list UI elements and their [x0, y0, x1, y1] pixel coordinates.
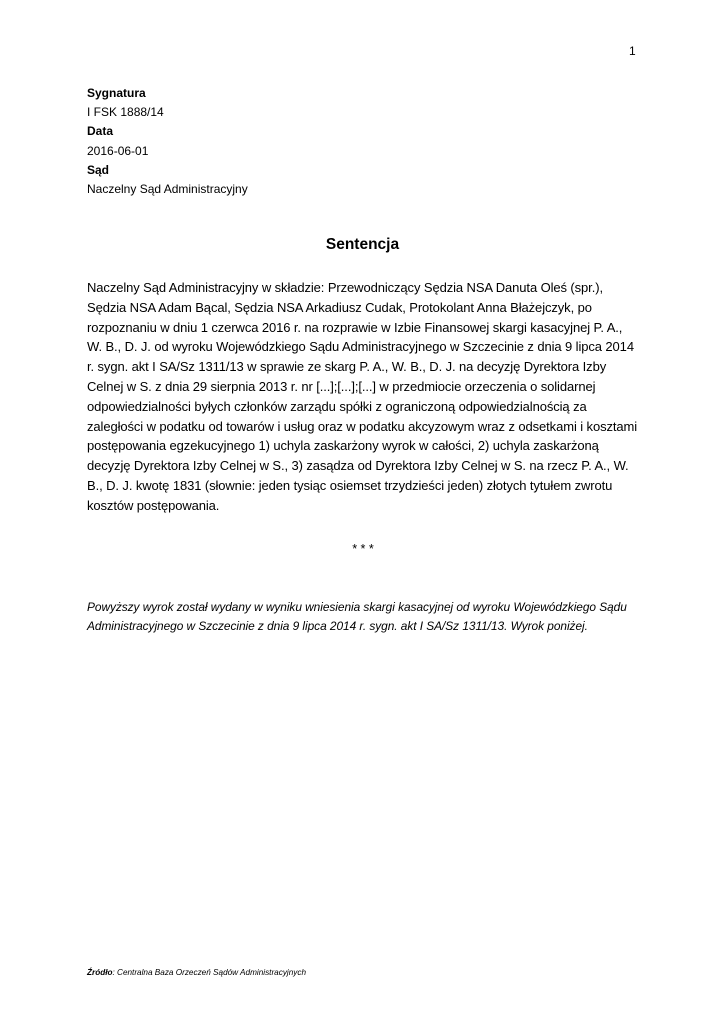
source-footer	[87, 968, 306, 977]
page-number: 1	[629, 44, 636, 58]
source-separator: :	[112, 968, 118, 977]
section-title: Sentencja	[325, 236, 400, 253]
date-label: Data	[87, 124, 114, 139]
signature-label: Sygnatura	[87, 86, 146, 100]
separator-stars: * * *	[351, 542, 374, 556]
source-label: Źródło	[87, 968, 113, 977]
signature-value: I FSK 1888/14	[87, 105, 164, 120]
judgment-note: Powyższy wyrok został wydany w wyniku wniesienia skargi kasacyjnej od wyroku Wojewódzkiego Sądu Administracyjnego w Szczecinie z dnia 9 lipca 2014 r. sygn. akt I SA/Sz 1311/13. Wyrok poniżej.	[87, 600, 627, 634]
metadata-block	[87, 84, 248, 199]
judgment-text: Naczelny Sąd Administracyjny w składzie: Przewodniczący Sędzia NSA Danuta Oleś (spr.), Sędzia NSA Adam Bącal, Sędzia NSA Arkadiusz Cudak, Protokolant Anna Błażejczyk, po rozpoznaniu w dniu 1 czerwca 2016 r. na rozprawie w Izbie Finansowej skargi kasacyjnej P. A., W. B., D. J. od wyroku Wojewódzkiego Sądu Administracyjnego w Szczecinie z dnia 9 lipca 2014 r. sygn. akt I SA/Sz 1311/13 w sprawie ze skarg P. A., W. B., D. J. na decyzję Dyrektora Izby Celnej w S. z dnia 29 sierpnia 2013 r. nr [...];[...];[...] w przedmiocie orzeczenia o solidarnej odpowiedzialności byłych członków zarządu spółki z ograniczoną odpowiedzialnością za zaległości w podatku od towarów i usług oraz w podatku akcyzowym wraz z odsetkami i kosztami postępowania egzekucyjnego 1) uchyla zaskarżony wyrok w całości, 2) uchyla zaskarżoną decyzję Dyrektora Izby Celnej w S., 3) zasądza od Dyrektora Izby Celnej w S. na rzecz P. A., W. B., D. J. kwotę 1831 (słownie: jeden tysiąc osiemset trzydzieści jeden) złotych tytułem zwrotu kosztów postępowania.	[87, 280, 638, 513]
source-name: Centralna Baza Orzeczeń Sądów Administracyjnych	[117, 968, 307, 977]
date-value: 2016-06-01	[87, 143, 149, 158]
court-label: Sąd	[87, 162, 110, 177]
court-value: Naczelny Sąd Administracyjny	[87, 182, 248, 197]
